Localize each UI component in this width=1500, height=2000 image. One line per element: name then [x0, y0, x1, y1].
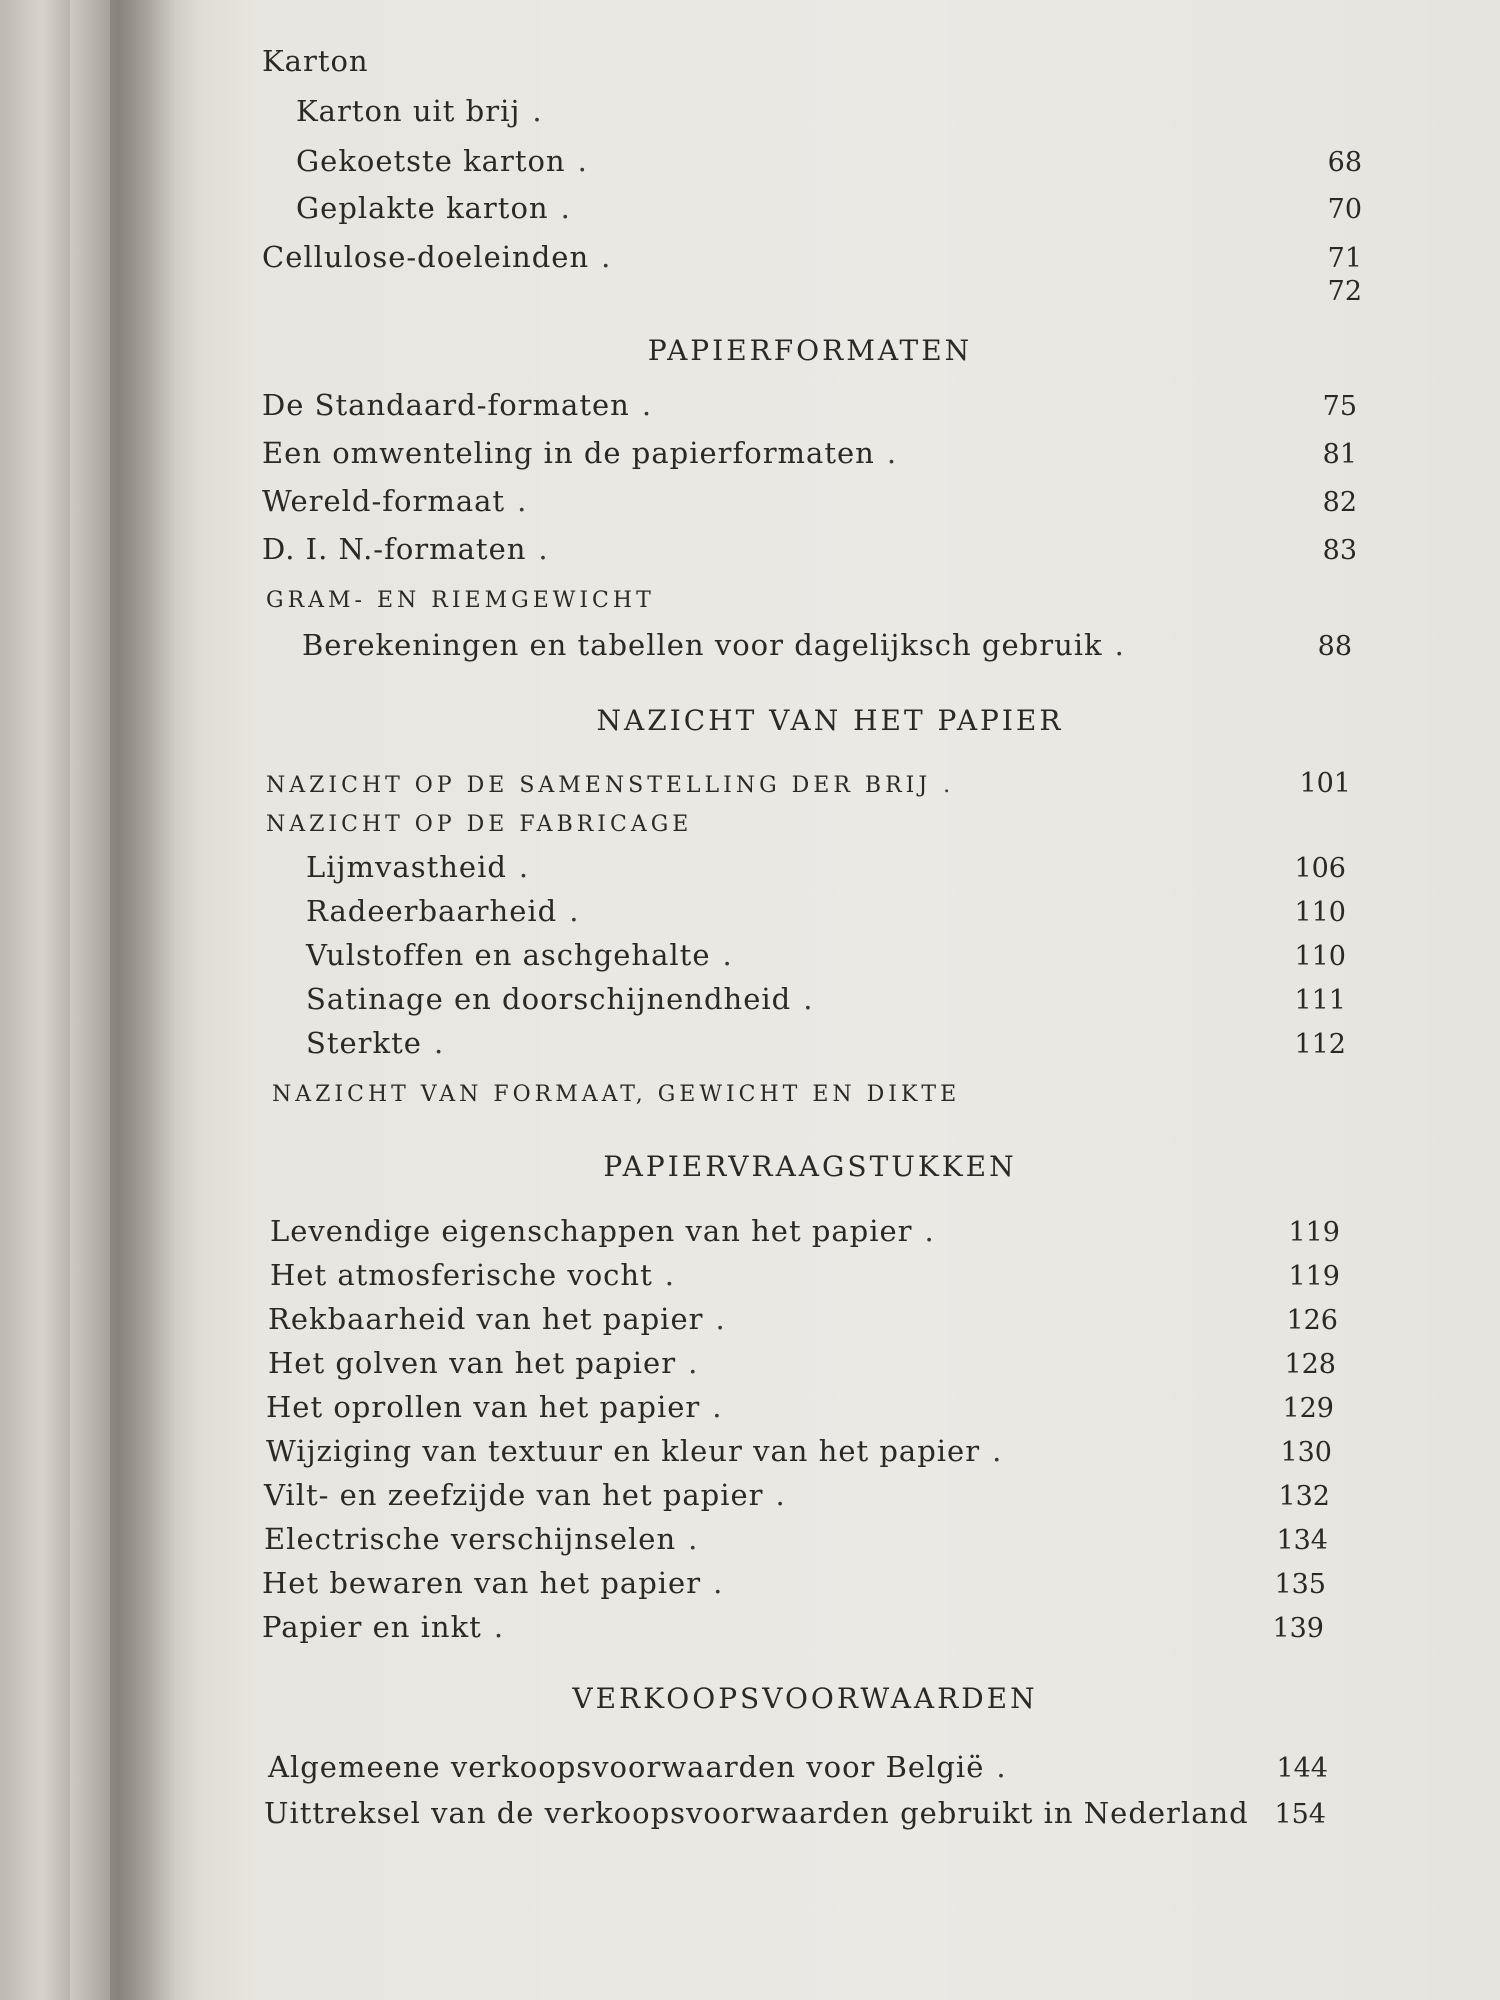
toc-page-number: 68 — [1327, 147, 1362, 178]
toc-entry — [262, 1566, 1326, 1600]
toc-entry — [266, 1390, 1334, 1424]
toc-page-number: 126 — [1286, 1305, 1338, 1336]
toc-page-number: 112 — [1294, 1029, 1346, 1060]
dot-leader — [688, 1346, 1272, 1380]
toc-entry-title: Het atmosferische vocht — [270, 1258, 653, 1292]
section-heading-vraagstukken: PAPIERVRAAGSTUKKEN — [603, 1150, 1017, 1183]
toc-entry-title: D. I. N.-formaten — [262, 532, 527, 566]
toc-entry — [262, 532, 1357, 566]
toc-entry — [270, 1258, 1340, 1292]
toc-entry — [306, 850, 1346, 884]
toc-entry-title: Rekbaarheid van het papier — [268, 1302, 704, 1336]
toc-page-number: 101 — [1299, 768, 1351, 799]
toc-page-number: 144 — [1276, 1753, 1328, 1784]
toc-page-number: 110 — [1294, 897, 1346, 928]
toc-entry — [262, 144, 1362, 178]
toc-entry — [266, 768, 1351, 799]
toc-entry-title: Levendige eigenschappen van het papier — [270, 1214, 913, 1248]
toc-entry-title: Vilt- en zeefzijde van het papier — [264, 1478, 764, 1512]
toc-page-number: 134 — [1276, 1525, 1328, 1556]
toc-entry-title: Berekeningen en tabellen voor dagelijksch gebruik — [302, 628, 1103, 662]
toc-page-number: 71 — [1327, 243, 1362, 274]
toc-entry-title: Het bewaren van het papier — [262, 1566, 702, 1600]
toc-page-number: 72 — [1327, 276, 1362, 307]
dot-leader — [712, 1390, 1270, 1424]
toc-entry — [268, 1302, 1338, 1336]
toc-entry-title: Vulstoffen en aschgehalte — [306, 938, 711, 972]
toc-page-number: 130 — [1280, 1437, 1332, 1468]
dot-leader — [578, 144, 1298, 178]
toc-page-number: 83 — [1322, 535, 1357, 566]
toc-entry — [270, 1214, 1340, 1248]
toc-entry-title: Lijmvastheid — [306, 850, 507, 884]
toc-entry — [262, 484, 1357, 518]
toc-entry-title: Karton uit brij — [296, 94, 521, 128]
toc-entry — [262, 388, 1357, 422]
toc-entry — [306, 938, 1346, 972]
dot-leader — [494, 1610, 1260, 1644]
toc-page-number: 154 — [1274, 1799, 1326, 1830]
toc-page-number: 110 — [1294, 941, 1346, 972]
section-heading-verkoopsvoorwaarden: VERKOOPSVOORWAARDEN — [572, 1682, 1038, 1715]
dot-leader — [517, 484, 1293, 518]
dot-leader — [538, 532, 1293, 566]
dot-leader — [1115, 628, 1288, 662]
dot-leader — [519, 850, 1282, 884]
toc-page-number: 88 — [1317, 631, 1352, 662]
dot-leader — [569, 894, 1282, 928]
toc-entry — [262, 191, 1362, 225]
toc-entry — [306, 1026, 1346, 1060]
toc-entry — [264, 1796, 1326, 1830]
dot-leader — [715, 1302, 1274, 1336]
toc-entry-title: Wijziging van textuur en kleur van het papier — [266, 1434, 981, 1468]
section-heading-nazicht: NAZICHT VAN HET PAPIER — [596, 704, 1064, 737]
toc-entry — [266, 1434, 1332, 1468]
subheading-formaat-gewicht-dikte: NAZICHT VAN FORMAAT, GEWICHT EN DIKTE — [272, 1082, 961, 1107]
toc-page-number: 128 — [1284, 1349, 1336, 1380]
toc-page-number: 129 — [1282, 1393, 1334, 1424]
subheading-fabricage: NAZICHT OP DE FABRICAGE — [266, 812, 693, 837]
toc-entry-title: Het oprollen van het papier — [266, 1390, 701, 1424]
toc-entry — [306, 982, 1346, 1016]
section-heading-papierformaten: PAPIERFORMATEN — [647, 334, 973, 367]
toc-entry — [268, 1346, 1336, 1380]
subheading-gram-riemgewicht: GRAM- EN RIEMGEWICHT — [266, 588, 655, 613]
toc-entry — [264, 1522, 1328, 1556]
toc-entry-title: De Standaard-formaten — [262, 388, 630, 422]
dot-leader — [776, 1478, 1266, 1512]
dot-leader — [992, 1434, 1268, 1468]
dot-leader — [943, 773, 1287, 798]
toc-entry — [268, 1750, 1328, 1784]
dot-leader — [688, 1522, 1264, 1556]
toc-entry-title: Radeerbaarheid — [306, 894, 558, 928]
toc-entry-title: Gekoetste karton — [296, 144, 566, 178]
toc-entry-title: Karton — [262, 44, 369, 78]
toc-entry — [262, 94, 1362, 128]
toc-page-number: 111 — [1294, 985, 1346, 1016]
toc-entry-title: Sterkte — [306, 1026, 422, 1060]
dot-leader — [723, 938, 1283, 972]
toc-entry — [264, 1478, 1330, 1512]
dot-leader — [665, 1258, 1276, 1292]
toc-page-number: 119 — [1288, 1217, 1340, 1248]
dot-leader — [713, 1566, 1262, 1600]
toc-page-number: 82 — [1322, 487, 1357, 518]
dot-leader — [532, 94, 1298, 128]
toc-entry — [262, 1610, 1324, 1644]
toc-entry-title: Electrische verschijnselen — [264, 1522, 677, 1556]
toc-entry-title: Uittreksel van de verkoopsvoorwaarden gebruikt in Nederland — [264, 1796, 1249, 1830]
toc-entry-title: Het golven van het papier — [268, 1346, 677, 1380]
toc-entry — [262, 436, 1357, 470]
toc-entry-title: Wereld-formaat — [262, 484, 506, 518]
dot-leader — [601, 240, 1298, 274]
toc-page-number: 75 — [1322, 391, 1357, 422]
toc-entry — [306, 894, 1346, 928]
toc-entry-title: Satinage en doorschijnendheid — [306, 982, 792, 1016]
toc-entry-title: Cellulose-doeleinden — [262, 240, 590, 274]
toc-entry — [262, 240, 1362, 274]
toc-page-number: 70 — [1327, 194, 1362, 225]
dot-leader — [642, 388, 1293, 422]
toc-entry — [302, 628, 1352, 662]
toc-entry-title: Papier en inkt — [262, 1610, 482, 1644]
dot-leader — [803, 982, 1282, 1016]
dot-leader — [887, 436, 1293, 470]
toc-page-number: 81 — [1322, 439, 1357, 470]
dot-leader — [561, 191, 1298, 225]
toc-orphan-page — [1300, 276, 1362, 307]
toc-group-karton — [262, 44, 369, 78]
dot-leader — [434, 1026, 1282, 1060]
toc-page-number: 106 — [1294, 853, 1346, 884]
toc-page-number: 132 — [1278, 1481, 1330, 1512]
toc-page-number: 119 — [1288, 1261, 1340, 1292]
dot-leader — [996, 1750, 1264, 1784]
toc-page-number: 135 — [1274, 1569, 1326, 1600]
toc-page-number: 139 — [1272, 1613, 1324, 1644]
toc-entry-title: NAZICHT OP DE SAMENSTELLING DER BRIJ — [266, 773, 932, 798]
toc-entry-title: Een omwenteling in de papierformaten — [262, 436, 875, 470]
toc-entry-title: Algemeene verkoopsvoorwaarden voor België — [268, 1750, 985, 1784]
toc-entry-title: Geplakte karton — [296, 191, 549, 225]
dot-leader — [925, 1214, 1276, 1248]
